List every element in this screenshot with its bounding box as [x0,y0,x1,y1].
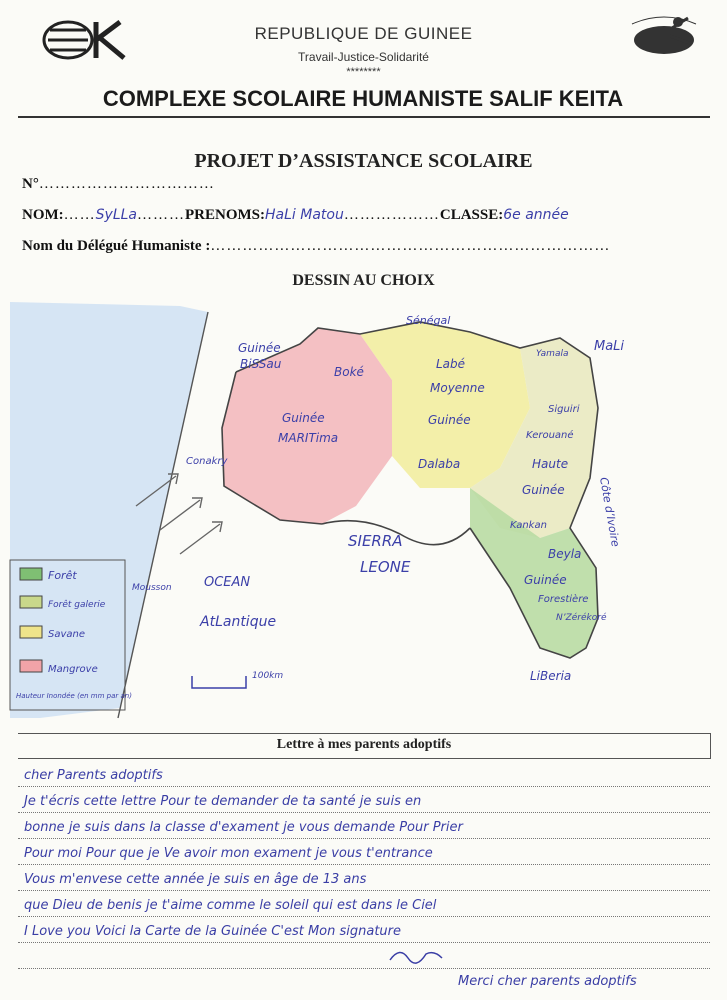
legend-swatch-galerie [20,596,42,608]
letter-line [18,760,710,787]
letter-line-text: Vous m'envese cette année je suis en âge de 13 ans [24,872,367,887]
label-guinee-for-2: Forestière [538,594,589,605]
label-siguiri: Siguiri [548,404,580,415]
label-dalaba: Dalaba [418,457,461,471]
label-moyenne: Moyenne [430,381,485,395]
delegate-row: Nom du Délégué Humaniste :………………………………………………………………… [22,238,611,254]
legend-label-savane: Savane [48,629,86,640]
number-label: N° [22,176,39,192]
label-guinee-mar-2: MARITima [278,431,339,445]
letter-title: Lettre à mes parents adoptifs [276,737,452,752]
label-leone: LEONE [360,558,411,576]
legend-swatch-savane [20,626,42,638]
legend-label-foret: Forêt [48,569,77,582]
project-title: PROJET D’ASSISTANCE SCOLAIRE [194,150,533,172]
legend-label-rain: Hauteur Inondée (en mm par an) [16,692,132,700]
letter-line [18,890,710,917]
label-sierra: SIERRA [348,532,403,550]
label-atlantique: AtLantique [200,614,277,630]
label-conakry: Conakry [186,456,228,467]
legend-label-galerie: Forêt galerie [48,600,106,610]
letter-line-text: Je t'écris cette lettre Pour te demander de ta santé je suis en [24,794,422,809]
prenoms-value: HaLi Matou [265,207,344,223]
classe-label: CLASSE: [439,207,504,223]
label-guinee-mg: Guinée [428,413,471,427]
label-ocean: OCEAN [204,575,251,590]
letter-line [18,838,710,865]
label-yamala: Yamala [536,349,569,359]
stars-separator: ******** [346,66,381,78]
label-haute: Haute [532,457,569,471]
republic-title: REPUBLIQUE DE GUINEE [254,24,473,43]
label-cote-ivoire: Côte d’Ivoire [597,476,623,548]
number-field: N°…………………………… [22,176,215,192]
letter-line [18,916,710,943]
ocean-area [10,302,208,718]
label-labe: Labé [436,357,466,371]
label-liberia: LiBeria [530,669,572,683]
classe-value: 6e année [503,207,569,223]
scale-bar [192,676,246,688]
letter-line [18,942,710,969]
legend-swatch-mangrove [20,660,42,672]
header-divider [18,116,710,118]
guinea-map-drawing [0,288,727,733]
delegue-label: Nom du Délégué Humaniste : [22,238,211,254]
letter-line-text: cher Parents adoptifs [24,768,163,783]
label-scale: 100km [252,671,284,681]
letter-line-text: I Love you Voici la Carte de la Guinée C'est Mon signature [24,924,402,939]
prenoms-label: PRENOMS: [185,207,266,223]
letter-line-text: que Dieu de benis je t'aime comme le soleil qui est dans le Ciel [24,898,437,913]
label-nzerekore: N’Zérékoré [556,613,607,623]
label-senegal: Sénégal [406,314,451,327]
letter-line [18,864,710,891]
drawing-title: DESSIN AU CHOIX [292,272,435,289]
name-row: NOM:……SyLLa………PRENOMS:HaLi Matou………………CLASSE:6e année [22,207,569,223]
letter-line [18,786,710,813]
wind-arrow-3 [180,522,222,554]
letter-line-text: Pour moi Pour que je Ve avoir mon exament je vous t'entrance [24,846,433,861]
label-guinee-hg: Guinée [522,483,565,497]
legend-swatch-foret [20,568,42,580]
letter-closing: Merci cher parents adoptifs [458,974,637,989]
school-name: COMPLEXE SCOLAIRE HUMANISTE SALIF KEITA [102,86,624,111]
label-kerouane: Kerouané [526,430,574,441]
letter-line-text: bonne je suis dans la classe d'exament je vous demande Pour Prier [24,820,463,835]
label-mali: MaLi [594,339,625,354]
nom-label: NOM: [22,207,64,223]
nom-value: SyLLa [95,207,138,223]
label-guinee-bissau-2: BiSSau [240,357,282,371]
legend-label-mangrove: Mangrove [48,664,98,675]
label-boke: Boké [334,365,364,379]
national-motto: Travail-Justice-Solidarité [298,50,429,64]
label-guinee-mar-1: Guinée [282,411,325,425]
signature-icon [386,944,446,966]
label-mousson: Mousson [132,583,172,593]
label-kankan: Kankan [510,520,547,531]
label-beyla: Beyla [548,547,582,561]
letter-line [18,968,710,994]
letter-line [18,812,710,839]
label-guinee-for-1: Guinée [524,573,567,587]
label-guinee-bissau-1: Guinée [238,341,281,355]
